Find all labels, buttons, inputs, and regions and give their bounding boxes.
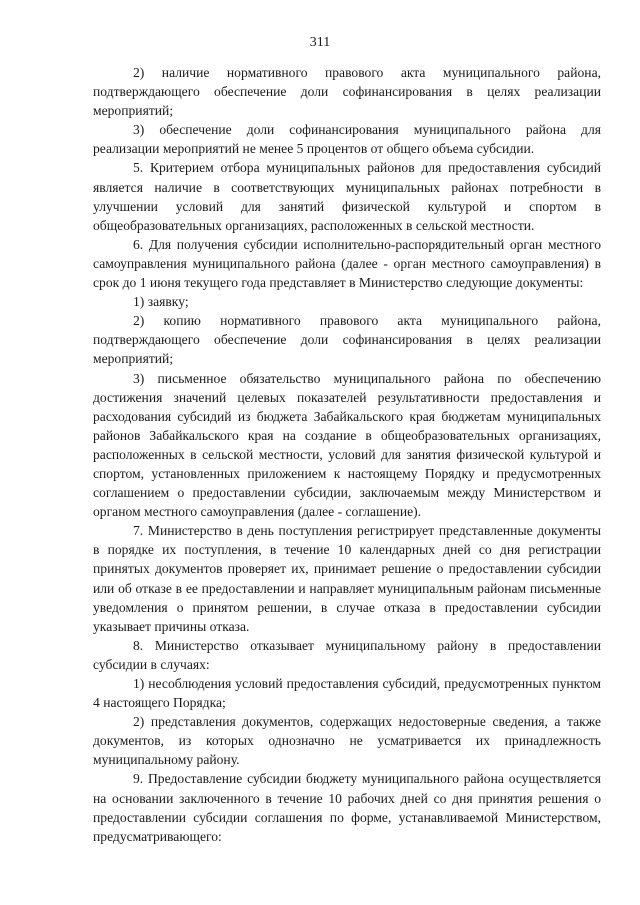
paragraph: 9. Предоставление субсидии бюджету муниципального района осуществляется на основании заключенного в течение 10 рабочих дней со дня принятия решения о предоставлении субсидии соглашения по форме, устанавливаемой Министерством, предусматривающего:	[93, 771, 601, 844]
paragraph: 3) обеспечение доли софинансирования муниципального района для реализации мероприятий не менее 5 процентов от общего объема субсидии.	[93, 122, 601, 157]
paragraph: 2) представления документов, содержащих недостоверные сведения, а также документов, из которых однозначно не усматривается их принадлежность муниципальному району.	[93, 714, 601, 768]
paragraph: 5. Критерием отбора муниципальных районов для предоставления субсидий является наличие в соответствующих муниципальных районах потребности в улучшении условий для занятий физической культурой и спортом в общеобразовательных организациях, расположенных в сельской местности.	[93, 160, 601, 233]
paragraph: 2) копию нормативного правового акта муниципального района, подтверждающего обеспечение доли софинансирования в целях реализации мероприятий;	[93, 313, 601, 367]
paragraph: 6. Для получения субсидии исполнительно-распорядительный орган местного самоуправления муниципального района (далее - орган местного самоуправления) в срок до 1 июня текущего года представляет в Министерство следующие документы:	[93, 236, 601, 291]
paragraph: 1) несоблюдения условий предоставления субсидий, предусмотренных пунктом 4 настоящего Порядка;	[93, 676, 601, 711]
paragraph: 2) наличие нормативного правового акта муниципального района, подтверждающего обеспечение доли софинансирования в целях реализации мероприятий;	[93, 65, 601, 119]
paragraph: 8. Министерство отказывает муниципальному району в предоставлении субсидии в случаях:	[93, 637, 601, 672]
document-body	[93, 63, 601, 846]
paragraph: 7. Министерство в день поступления регистрирует представленные документы в порядке их поступления, в течение 10 календарных дней со дня регистрации принятых документов проверяет их, принимает решение о предоставлении субсидии или об отказе в ее предоставлении и направляет муниципальным районам письменные уведомления о принятом решении, в случае отказа в предоставлении субсидии указывает причины отказа.	[93, 523, 601, 634]
page-number: 311	[309, 35, 331, 50]
paragraph: 1) заявку;	[133, 294, 189, 310]
paragraph: 3) письменное обязательство муниципального района по обеспечению достижения значений целевых показателей результативности предоставления и расходования субсидий из бюджета Забайкальского края бюджетам муниципальных районов Забайкальского края на создание в общеобразовательных организациях, расположенных в сельской местности, условий для занятия физической культурой и спортом, установленных приложением к настоящему Порядку и предусмотренных соглашением о предоставлении субсидии, заключаемым между Министерством и органом местного самоуправления (далее - соглашение).	[93, 370, 601, 520]
